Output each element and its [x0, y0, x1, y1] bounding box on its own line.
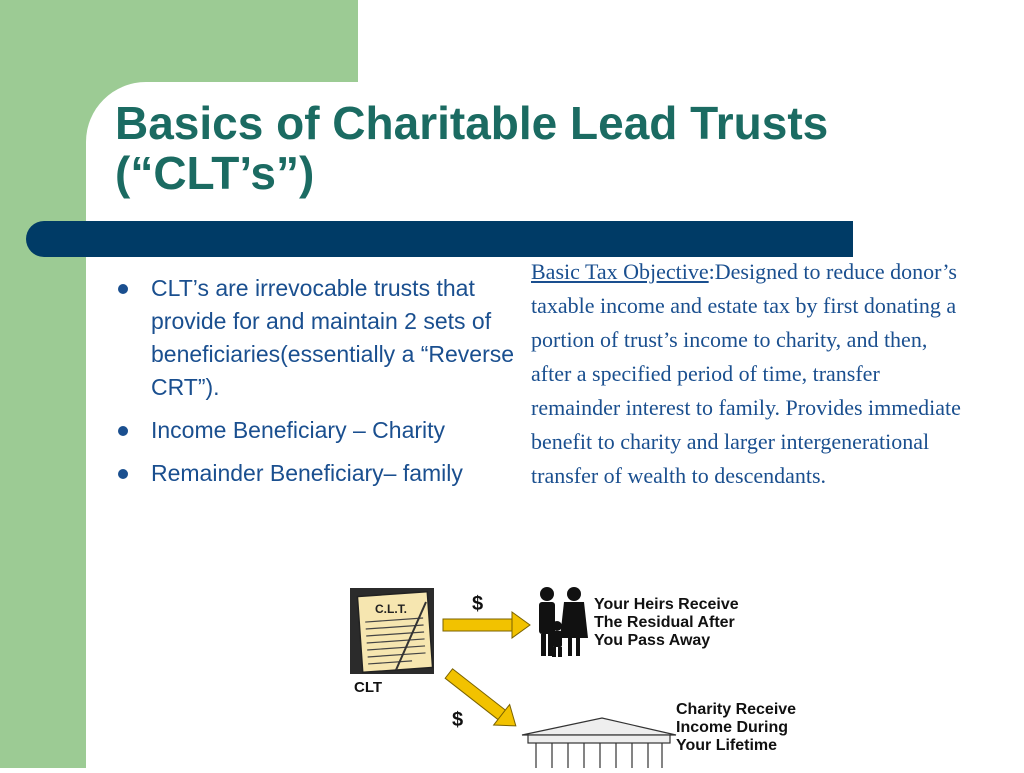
bullet-text: CLT’s are irrevocable trusts that provide for and maintain 2 sets of beneficiaries(essentially a “Reverse CRT”).: [151, 275, 515, 400]
charity-line-1: Charity Receive: [676, 701, 797, 718]
title-divider-bar: [26, 221, 853, 257]
bullet-item: [115, 457, 520, 490]
heirs-caption: [594, 596, 739, 649]
bullet-text: Income Beneficiary – Charity: [151, 417, 446, 443]
charity-line-3: Your Lifetime: [676, 737, 778, 754]
clt-caption: CLT: [354, 679, 383, 696]
slide-title: [115, 98, 975, 198]
dollar-top: $: [472, 593, 484, 615]
document-icon: [350, 588, 434, 674]
heirs-line-1: Your Heirs Receive: [594, 596, 739, 613]
clt-flow-diagram: [340, 580, 820, 768]
white-top-area: [358, 0, 1024, 90]
charity-line-2: Income During: [676, 719, 789, 736]
charity-caption: [676, 701, 796, 754]
dollar-bottom: $: [452, 709, 464, 731]
arrow-to-heirs-icon: [443, 612, 530, 638]
heirs-line-2: The Residual After: [594, 614, 735, 631]
bullet-text: Remainder Beneficiary– family: [151, 460, 463, 486]
heirs-line-3: You Pass Away: [594, 632, 711, 649]
charity-building-icon: [522, 718, 676, 768]
bullet-item: [115, 272, 520, 404]
bullet-list: [115, 272, 520, 500]
diagram-graphics: [340, 580, 820, 768]
tax-objective-heading: Basic Tax Objective: [531, 259, 709, 284]
title-line-1: Basics of Charitable Lead Trusts: [115, 97, 829, 149]
title-line-2: (“CLT’s”): [115, 147, 315, 199]
family-icon: [539, 587, 588, 657]
document-label: C.L.T.: [375, 602, 407, 616]
bullet-dot-icon: [118, 426, 128, 436]
tax-objective-text: :Designed to reduce donor’s taxable income and estate tax by first donating a portion of trust’s income to charity, and then, after a specified period of time, transfer remainder interest to family. Provides immediate benefit to charity and larger intergenerational transfer of wealth to descendants.: [531, 259, 961, 488]
bullet-dot-icon: [118, 284, 128, 294]
bullet-item: [115, 414, 520, 447]
bullet-dot-icon: [118, 469, 128, 479]
tax-objective-paragraph: [531, 255, 971, 493]
